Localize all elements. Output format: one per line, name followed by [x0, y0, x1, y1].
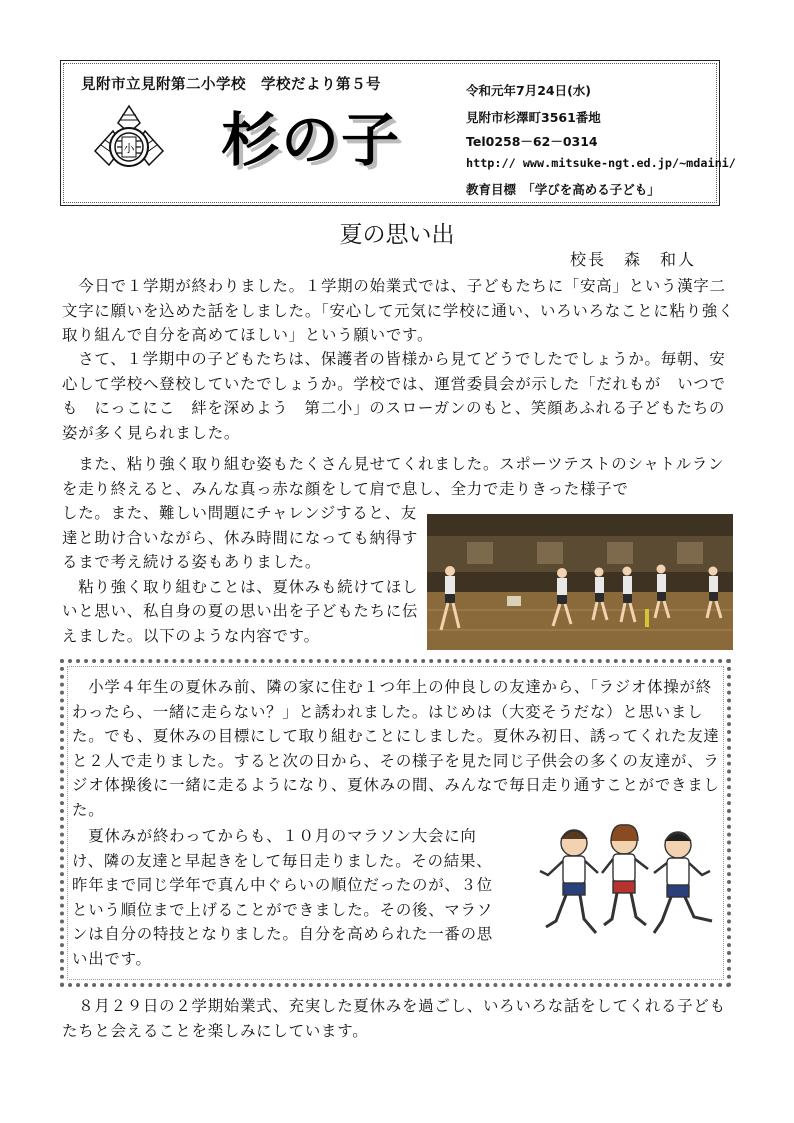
paragraph-1: 今日で１学期が終わりました。１学期の始業式では、子どもたちに「安高」という漢字二文字に願いを込めた話をしました。「安心して元気に学校に通い、いろいろなことに粘り強く取り組んで自分を高めてほしい」という願いです。	[62, 277, 735, 344]
paragraph-4: ８月２９日の２学期始業式、充実した夏休みを過ごし、いろいろな話をしてくれる子どもたちと会えることを楽しみにしています。	[62, 997, 726, 1040]
runner-2	[602, 825, 648, 925]
article-author: 校長 森 和人	[570, 250, 697, 269]
issue-date: 令和元年7月24日(水)	[466, 83, 592, 98]
story-paragraph-2: 夏休みが終わってからも、１０月のマラソン大会に向け、隣の友達と早起きをして毎日走りました。その結果、昨年まで同じ学年で真ん中ぐらいの順位だったのが、３位という順位まで上げることができました。その後、マラソンは自分の特技となりました。自分を高められた一番の思い出です。	[72, 827, 493, 968]
paragraph-3: また、粘り強く取り組む姿もたくさん見せてくれました。スポーツテストのシャトルランを走り終えると、みんな真っ赤な顔をして肩で息し、全力で走りきった様子で	[62, 455, 725, 498]
paragraph-2: さて、１学期中の子どもたちは、保護者の皆様から見てどうでしたでしょうか。毎朝、安心して学校へ登校していたでしょうか。学校では、運営委員会が示した「だれもが いつでも にっこにこ 絆を深めよう 第二小」のスローガンのもと、笑顔あふれる子どもたちの姿が多く見られました。	[62, 350, 726, 442]
runner-1	[540, 830, 598, 933]
masthead-title: 杉の子	[221, 106, 402, 174]
school-emblem-icon	[91, 103, 167, 179]
emblem-label: 小	[123, 142, 135, 155]
paragraph-3-continued: した。また、難しい問題にチャレンジすると、友達と助け合いながら、休み時間になっても納得するまで考え続ける姿もありました。 粘り強く取り組むことは、夏休みも続けてほしいと思い、私自身の夏の思い出を子どもたちに伝えました。以下のような内容です。	[62, 504, 419, 645]
shuttle-run-photo	[427, 514, 733, 650]
gym-scene	[427, 514, 733, 650]
school-name: 見附市立見附第二小学校 学校だより第５号	[81, 77, 381, 93]
runner-3	[654, 832, 712, 933]
story-box	[60, 659, 731, 987]
newsletter-header	[60, 60, 736, 206]
education-goal: 教育目標 「学びを高める子ども」	[466, 182, 660, 197]
article-title: 夏の思い出	[339, 222, 455, 248]
story-paragraph-1: 小学４年生の夏休み前、隣の家に住む１つ年上の仲良しの友達から、「ラジオ体操が終わったら、一緒に走らない？」と誘われました。はじめは（大変そうだな）と思いました。でも、夏休みの目標にして取り組むことにしました。夏休み初日、誘ってくれた友達と２人で走りました。すると次の日から、その様子を見た同じ子供会の多くの友達が、ラジオ体操後に一緒に走るようになり、夏休みの間、みんなで毎日走り通すことができました。	[72, 678, 720, 819]
school-tel: Tel0258－62－0314	[466, 134, 598, 149]
school-address: 見附市杉澤町3561番地	[466, 110, 601, 125]
running-children-illustration	[532, 821, 728, 949]
school-url[interactable]: http:// www.mitsuke-ngt.ed.jp/~mdaini/	[466, 156, 736, 170]
